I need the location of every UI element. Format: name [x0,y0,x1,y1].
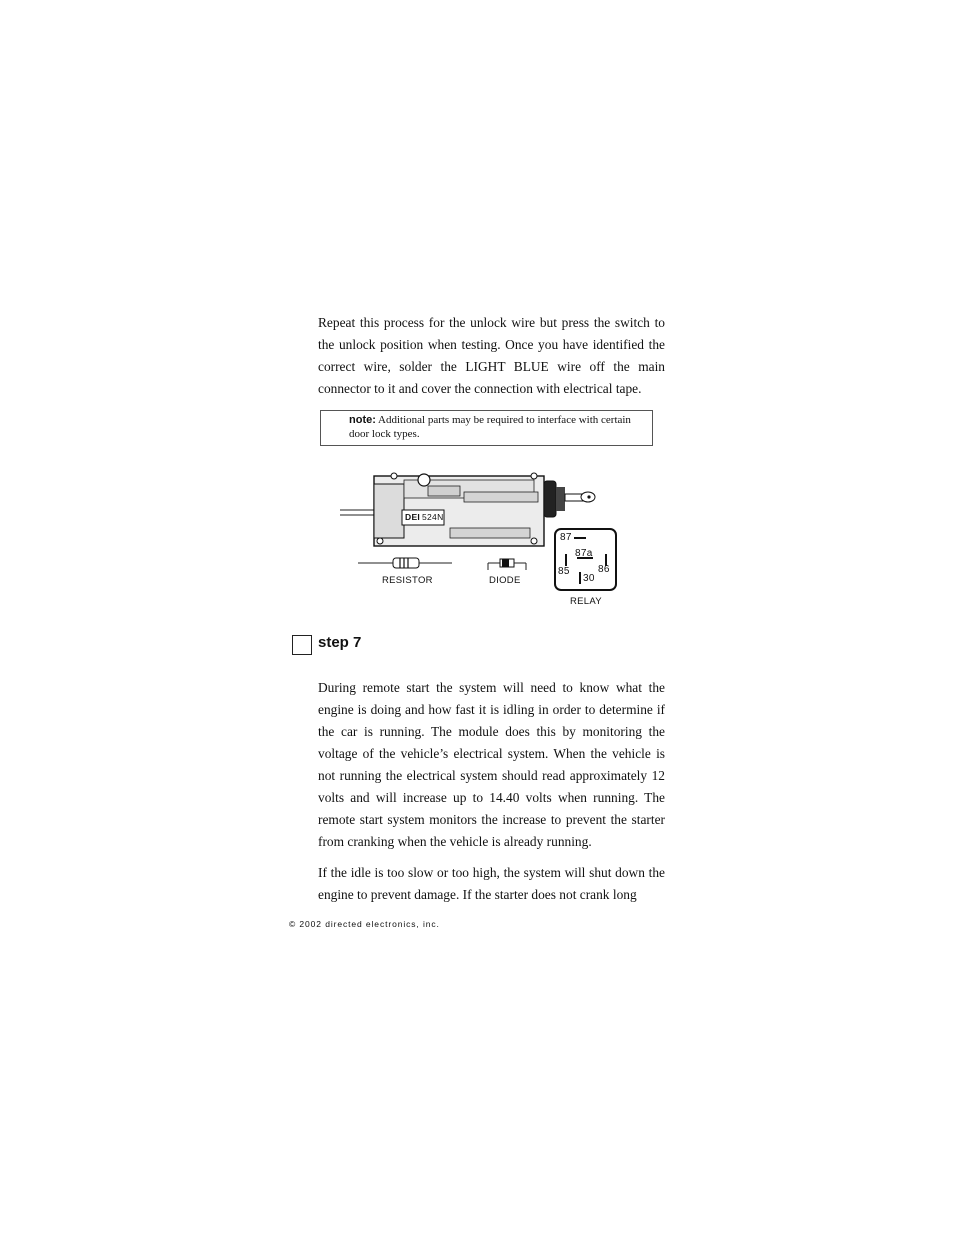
actuator-label-brand: DEI [405,512,421,522]
paragraph-unlock-wire: Repeat this process for the unlock wire but press the switch to the unlock position when testing. Once you have identified the correct wire, solder the LIGHT BLUE wire off the main connector to it and cover the connection with electrical tape. [318,315,665,396]
note-text: Additional parts may be required to interface with certain door lock types. [349,414,631,440]
relay-pin-85: 85 [558,566,570,577]
actuator-label-model: 524N [422,512,444,522]
diode-symbol [488,559,526,570]
paragraph-idle-shutdown: If the idle is too slow or too high, the system will shut down the engine to prevent damage. If the starter does not crank long [318,865,665,902]
step-title: step 7 [318,634,362,651]
step-checkbox[interactable] [292,635,312,655]
diode-label: DIODE [489,575,521,586]
paragraph-engine-monitoring: During remote start the system will need to know what the engine is doing and how fast it is idling in order to determine if the car is running. The module does this by monitoring the voltage of the vehicle’s electrical system. When the vehicle is not running the electrical system should read approximately 12 volts and will increase up to 14.40 volts when running. The remote start system monitors the increase to prevent the starter from cranking when the vehicle is already running. [318,680,665,849]
parts-illustration [338,466,628,611]
relay-pin-87: 87 [560,532,572,543]
relay-pin-86: 86 [598,564,610,575]
door-lock-parts-figure [338,466,628,611]
resistor-label: RESISTOR [382,575,433,586]
note-box [320,410,653,446]
relay-label: RELAY [570,596,602,607]
footer-copyright: © 2002 directed electronics, inc. [289,919,440,929]
resistor-symbol [358,558,452,568]
note-label: note: [349,414,376,426]
relay-pin-30: 30 [583,573,595,584]
relay-pin-87a: 87a [575,548,593,559]
